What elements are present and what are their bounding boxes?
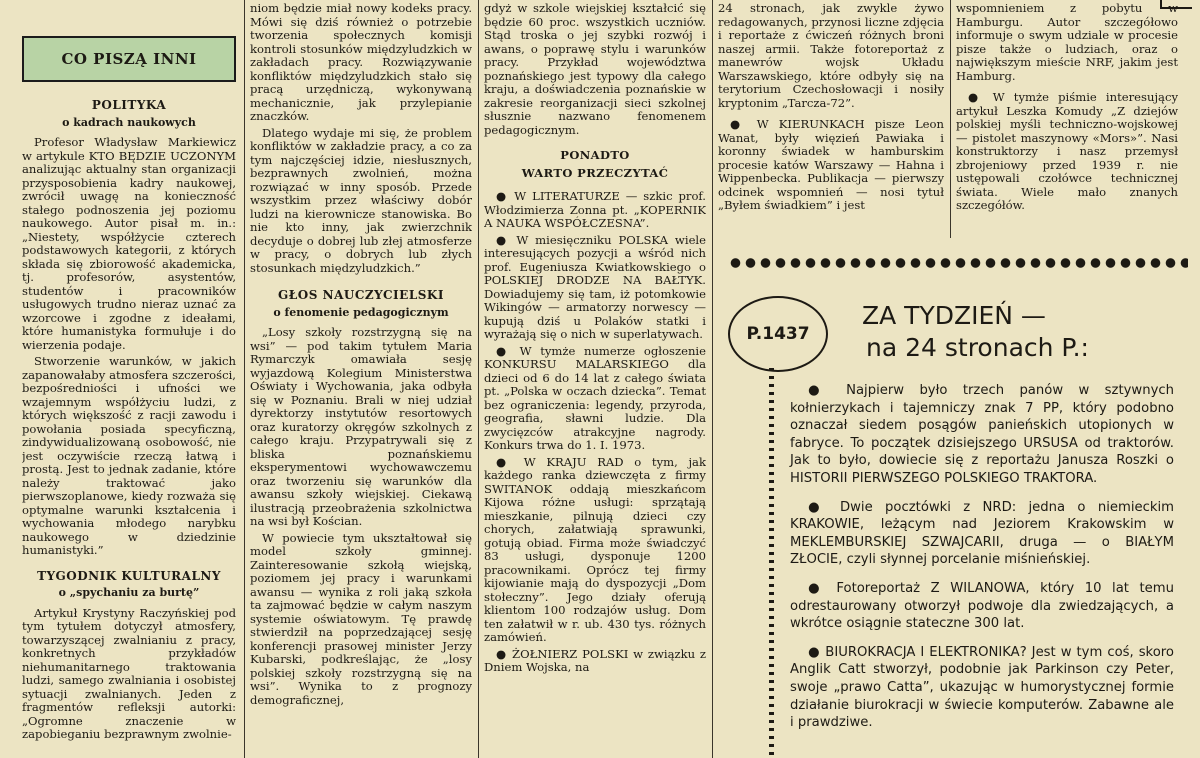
- subsection-subtitle: WARTO PRZECZYTAĆ: [521, 165, 669, 180]
- column-rule: [478, 0, 479, 758]
- article-topic: o kadrach naukowych: [62, 115, 196, 129]
- section-header-box: [22, 36, 236, 82]
- column-rule: [244, 0, 245, 758]
- section-header-label: CO PISZĄ INNI: [61, 50, 197, 68]
- article-paragraph: Profesor Władysław Markiewicz w artykule KTO BĘDZIE UCZONYM analizując aktualny stan organizacji przysposobienia kadry naukowej, zwrócił uwagę na konieczność stałego podnoszenia jej poziomu naukowego. Autor pisał m. in.: „Niestety, współżycie czterech podstawowych kategorii, z których składa się zbiorowość akademicka, tj. profesorów, asystentów, studentów i pracowników usługowych trudno nieraz uznać za wzorcowe i zgodne z ideałami, które humanistyka formułuje i do wierzenia podaje.: [22, 135, 236, 352]
- promo-list: [790, 382, 1174, 743]
- promo-heading-line1: ZA TYDZIEŃ —: [862, 301, 1046, 330]
- column-5: [956, 2, 1178, 242]
- reading-item: ● W tymże piśmie interesujący artykuł Leszka Komudy „Z dziejów polskiej myśli techniczno-wojskowej — pistolet maszynowy «Mors»”. Nasi konstruktorzy i nasz przemysł zbrojeniowy przed 1939 r. nie ustępowali czołówce technicznej świata. Wiele mało znanych szczegółów.: [956, 90, 1178, 212]
- article-source-title: POLITYKA: [91, 98, 167, 112]
- promo-heading-line2: na 24 stronach P.:: [866, 333, 1089, 362]
- dotted-separator: [728, 256, 1188, 270]
- column-1: [22, 90, 236, 758]
- issue-badge: [728, 296, 828, 372]
- reading-item: ● W miesięczniku POLSKA wiele interesujących pozycji a wśród nich prof. Eugeniusza Kwiatkowskiego o POLSKIEJ DRODZE NA BAŁTYK. Dowiadujemy się tam, iż potomkowie Wikingów — armatorzy norwescy — kupują dziś u Polaków statki i wyrażają się o nich w superlatywach.: [484, 232, 706, 341]
- article-paragraph: wspomnieniem z pobytu w Hamburgu. Autor szczegółowo informuje o swym udziale w procesie pisze także o ludziach, oraz o największym mieście NRF, jakim jest Hamburg.: [956, 2, 1178, 83]
- article-source-title: TYGODNIK KULTURALNY: [37, 568, 221, 583]
- promo-item: ● Dwie pocztówki z NRD: jedna o niemieckim KRAKOWIE, leżącym nad Jeziorem Krakowskim w MEKLEMBURSKIEJ SZWAJCARII, druga — o BIAŁYM ZŁOCIE, czyli słynnej porcelanie miśnieńskiej.: [790, 499, 1174, 568]
- article-paragraph: „Losy szkoły rozstrzygną się na wsi” — pod takim tytułem Maria Rymarczyk omawiała sesję wyjazdową Kolegium Ministerstwa Oświaty i Wychowania, jaka odbyła się w Poznaniu. Brali w niej udział dyrektorzy instytutów resortowych oraz kuratorzy okręgów szkolnych z całego kraju. Przypatrywali się z bliska poznańskiemu eksperymentowi wychowawczemu oraz tworzeniu się warunków dla awansu szkoły wiejskiej. Ciekawą ilustracją przeobrażenia szkolnictwa na wsi był Kościan.: [250, 325, 472, 528]
- reading-item: ● W KRAJU RAD o tym, jak każdego ranka dziewczęta z firmy SWITANOK oddają mieszkańcom Kijowa różne usługi: sprzątają mieszkanie, pilnują dzieci czy chorych, załatwiają sprawunki, gotują obiad. Firma może świadczyć 83 usługi, dysponuje 1200 pracownikami. Oprócz tej firmy kijowianie mają do dyspozycji „Dom stołeczny”. Jego działy oferują klientom 100 rodzajów usług. Dom ten załatwił w r. ub. 430 tys. różnych zamówień.: [484, 454, 706, 644]
- column-3: [484, 2, 706, 758]
- column-rule: [950, 0, 951, 238]
- article-topic: o fenomenie pedagogicznym: [273, 305, 449, 319]
- article-paragraph: Artykuł Krystyny Raczyńskiej pod tym tytułem dotyczył atmosfery, towarzyszącej zwalnianiu z pracy, konkretnych przykładów niehumanitarnego traktowania ludzi, samego zwalniania i osobistej sytuacji zwalnianych. Jeden z fragmentów refleksji autorki: „Ogromne znaczenie w zapobieganiu bezprawnym zwolnie-: [22, 605, 236, 741]
- article-paragraph: Dlatego wydaje mi się, że problem konfliktów w zakładzie pracy, a co za tym najczęściej idzie, niesłusznych, bezprawnych zwolnień, można rozwiązać w inny sposób. Przede wszystkim przez właściwy dobór ludzi na kierownicze stanowiska. Bo nie kto inny, jak zwierzchnik decyduje o dobrej lub złej atmosferze w pracy, o dobrych lub złych stosunkach międzyludzkich.”: [250, 125, 472, 275]
- article-paragraph: gdyż w szkole wiejskiej kształcić się będzie 60 proc. wszystkich uczniów. Stąd troska o jej szybki rozwój i awans, o poprawę stylu i warunków pracy. Przykład województwa poznańskiego jest typowy dla całego kraju, a doświadczenia poznańskie w zakresie reorganizacji sieci szkolnej słusznie nazwano fenomenem pedagogicznym.: [484, 2, 706, 137]
- issue-badge-label: P.1437: [746, 324, 810, 344]
- reading-item: ● W tymże numerze ogłoszenie KONKURSU MALARSKIEGO dla dzieci od 6 do 14 lat z całego świata pt. „Polska w oczach dziecka”. Temat bez ograniczenia: legendy, przyroda, geografia, sławni ludzie. Dla zwycięzców atrakcyjne nagrody. Konkurs trwa do 1. I. 1973.: [484, 343, 706, 452]
- reading-item: ● W KIERUNKACH pisze Leon Wanat, były więzień Pawiaka i koronny świadek w hamburskim procesie katów Warszawy — Hahna i Wippenbecka. Publikacja — pierwszy odcinek wspomnień — nosi tytuł „Byłem świadkiem” i jest: [718, 117, 944, 212]
- article-source-title: GŁOS NAUCZYCIELSKI: [278, 288, 444, 302]
- article-paragraph: Stworzenie warunków, w jakich zapanowałaby atmosfera szczerości, bezpośredniości i ufności we wzajemnym współżyciu ludzi, z których większość z racji zawodu i powołania posiada specyficzną, zindywidualizowaną osobowość, nie jest oczywiście rzeczą łatwą i prostą. Jest to jednak zadanie, które należy traktować jako pierwszoplanowe, kiedy rozważa się optymalne warunki kształcenia i wychowania młodego narybku naukowego w dziedzinie humanistyki.”: [22, 354, 236, 557]
- promo-item: ● Fotoreportaż Z WILANOWA, który 10 lat temu odrestaurowany otworzył podwoje dla zwiedzających, a wkrótce osiągnie stateczne 300 lat.: [790, 580, 1174, 632]
- reading-item: ● W LITERATURZE — szkic prof. Włodzimierza Zonna pt. „KOPERNIK A NAUKA WSPÓŁCZESNA”.: [484, 189, 706, 230]
- article-paragraph: niom będzie miał nowy kodeks pracy. Mówi się dziś również o potrzebie tworzenia społecznych komisji kontroli stosunków międzyludzkich w zakładach pracy. Rozwiązywanie konfliktów międzyludzkich stało się pracą urzędniczą, wykonywaną mechanicznie, jak przylepianie znaczków.: [250, 2, 472, 123]
- subsection-title: PONADTO: [560, 148, 630, 162]
- promo-item: ● BIUROKRACJA I ELEKTRONIKA? Jest w tym coś, skoro Anglik Catt stworzył, podobnie jak Parkinson czy Peter, swoje „prawo Catta”, ukazując w humorystycznej formie działanie biurokracji w świecie komputerów. Zabawne ale i prawdziwe.: [790, 644, 1174, 731]
- promo-heading: [862, 300, 1192, 364]
- article-paragraph: 24 stronach, jak zwykle żywo redagowanych, przynosi liczne zdjęcia i reportaże z ćwiczeń różnych broni naszej armii. Także fotoreportaż z manewrów wojsk Układu Warszawskiego, które odbyły się na terytorium Czechosłowacji i nosiły kryptonim „Tarcza-72”.: [718, 2, 944, 110]
- promo-item: ● Najpierw było trzech panów w sztywnych kołnierzykach i tajemniczy znak 7 PP, który podobno oznaczał siedem posągów panieńskich utopionych w fabryce. To początek dzisiejszego URSUSA od traktorów. Jak to było, dowiecie się z reportażu Janusza Roszki o HISTORII PIERWSZEGO POLSKIEGO TRAKTORA.: [790, 383, 1174, 486]
- column-4: [718, 2, 944, 242]
- article-topic: o „spychaniu za burtę”: [58, 586, 200, 599]
- article-paragraph: W powiecie tym ukształtował się model szkoły gminnej. Zainteresowanie szkołą wiejską, poziomem jej pracy i warunkami awansu — wynika z roli jaką szkoła ta zajmować będzie w całym naszym systemie oświatowym. Tę prawdę stwierdził na poprzedzającej sesję konferencji prasowej minister Jerzy Kubarski, podkreślając, że „losy polskiej szkoły rozstrzygną się na wsi”. Wynika to z prognozy demograficznej,: [250, 530, 472, 707]
- badge-stem-decoration: [769, 368, 774, 758]
- column-rule: [712, 0, 713, 758]
- column-2: [250, 2, 472, 758]
- reading-item: ● ŻOŁNIERZ POLSKI w związku z Dniem Wojska, na: [484, 646, 706, 674]
